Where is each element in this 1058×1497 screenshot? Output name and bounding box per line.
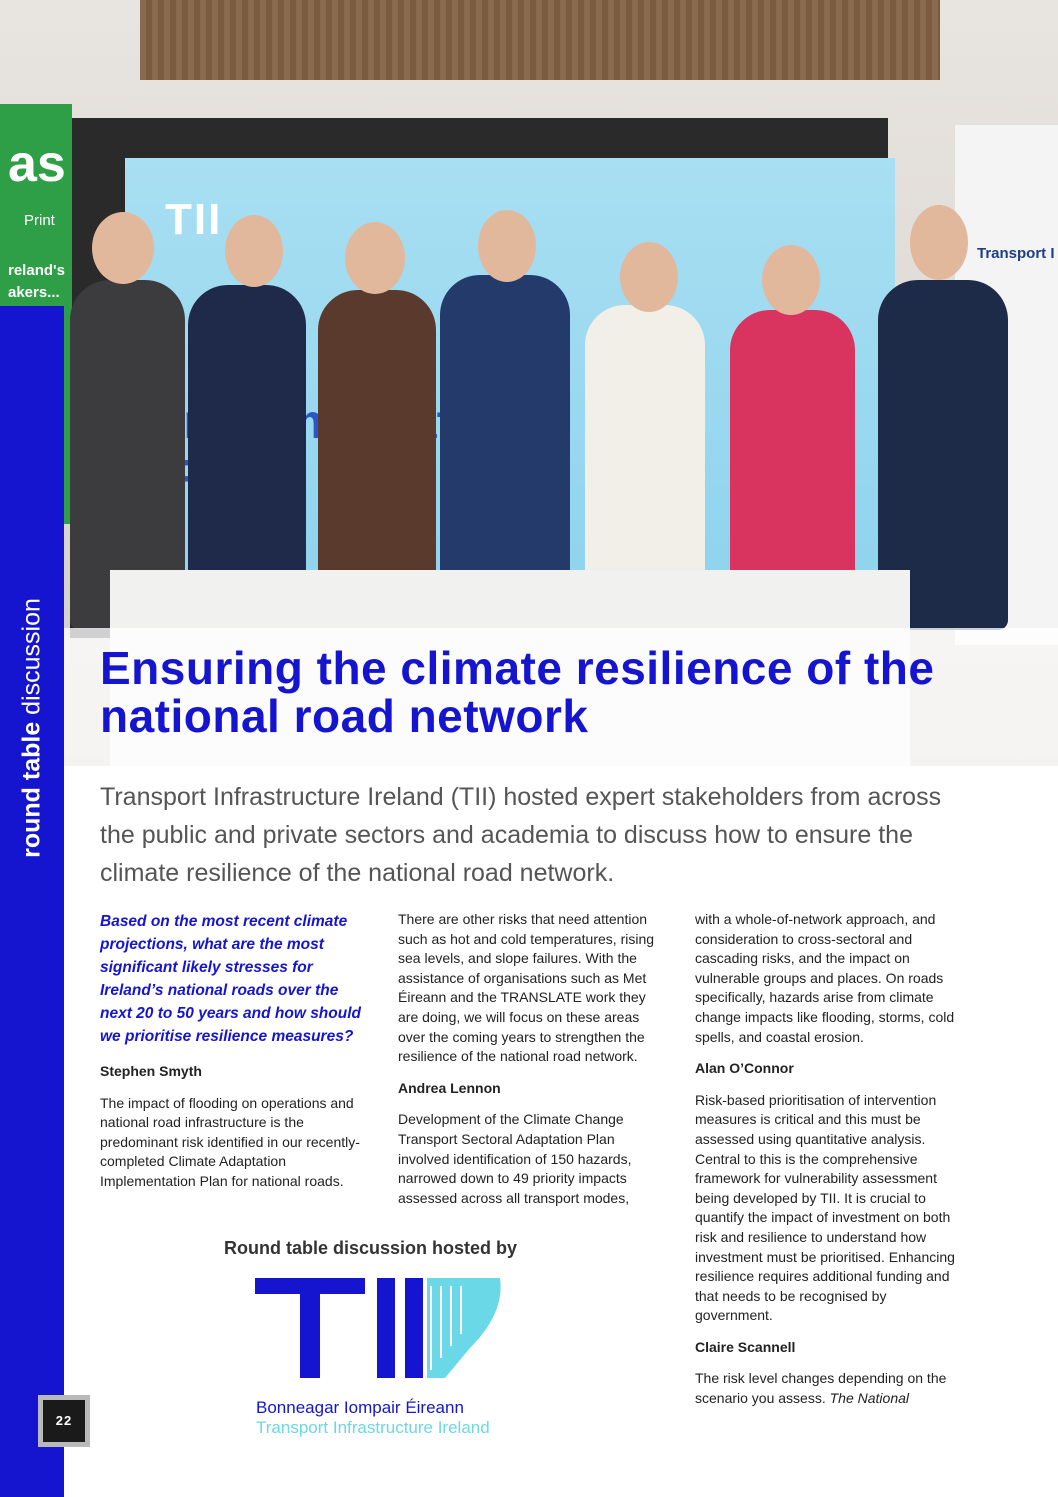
person-head bbox=[92, 212, 154, 284]
body-paragraph bbox=[695, 1369, 957, 1408]
section-sidebar bbox=[0, 306, 64, 1497]
page-number: 22 bbox=[43, 1400, 85, 1442]
body-paragraph: The impact of flooding on operations and national road infrastructure is the predominant risk identified in our recently-completed Climate Adaptation Implementation Plan for national roads. bbox=[100, 1094, 360, 1189]
ceiling-panel bbox=[140, 0, 940, 80]
body-text: The risk level changes depending on the scenario you assess. bbox=[695, 1370, 947, 1407]
person-head bbox=[478, 210, 536, 282]
hosted-by-label: Round table discussion hosted by bbox=[224, 1238, 518, 1258]
harp-icon bbox=[427, 1278, 501, 1378]
body-paragraph: There are other risks that need attention such as hot and cold temperatures, rising sea levels, and slope failures. With the assistance of organisations such as Met Éireann and the TRANSLATE work they are doing, we will focus on these areas over the coming years to strengthen the resilience of the national road network. bbox=[398, 911, 655, 1065]
person-head bbox=[225, 215, 283, 287]
section-label-bold: round table bbox=[17, 721, 46, 858]
column-1 bbox=[100, 910, 370, 1204]
logo-english-name: Transport Infrastructure Ireland bbox=[256, 1418, 490, 1437]
speaker-name: Andrea Lennon bbox=[398, 1079, 501, 1096]
logo-bar bbox=[300, 1278, 320, 1378]
article-title: Ensuring the climate resilience of the national road network bbox=[100, 642, 935, 742]
section-label-rest: discussion bbox=[17, 598, 46, 722]
banner-left-line: as bbox=[8, 135, 66, 193]
banner-right-text: Transport I bbox=[977, 245, 1055, 262]
speaker-name: Claire Scannell bbox=[695, 1338, 796, 1355]
body-paragraph: with a whole-of-network approach, and consideration to cross-sectoral and cascading risks, and the impact on vulnerable groups and places. On roads specifically, hazards arise from climate change impacts like flooding, storms, cold spells, and coastal erosion. bbox=[695, 911, 955, 1045]
screen-logo: TII bbox=[165, 195, 223, 244]
column-2 bbox=[398, 910, 660, 1220]
question: Based on the most recent climate projections, what are the most significant likely stresses for Ireland’s national roads over the next 20 to 50 years and how should we prioritise resilience measures? bbox=[100, 913, 361, 1045]
body-text-italic: The National bbox=[829, 1390, 910, 1407]
speaker-name: Stephen Smyth bbox=[100, 1063, 202, 1079]
logo-bar bbox=[405, 1278, 423, 1378]
column-3 bbox=[695, 910, 957, 1421]
person-head bbox=[620, 242, 678, 312]
intro-paragraph: Transport Infrastructure Ireland (TII) hosted expert stakeholders from across the public and private sectors and academia to discuss how to ensure the climate resilience of the national road network. bbox=[100, 783, 942, 887]
person-head bbox=[345, 222, 405, 294]
section-label bbox=[18, 598, 47, 858]
tii-logo bbox=[255, 1278, 505, 1378]
banner-left-line: Print bbox=[24, 212, 55, 229]
speaker-name: Alan O’Connor bbox=[695, 1060, 794, 1077]
banner-left-line: akers... bbox=[8, 284, 60, 301]
logo-irish-name: Bonneagar Iompair Éireann bbox=[256, 1398, 464, 1417]
person-head bbox=[910, 205, 968, 280]
person-head bbox=[762, 245, 820, 315]
body-paragraph: Development of the Climate Change Transport Sectoral Adaptation Plan involved identification of 150 hazards, narrowed down to 49 priority impacts assessed across all transport modes, bbox=[398, 1111, 632, 1206]
body-paragraph: Risk-based prioritisation of intervention measures is critical and this must be assessed using quantitative analysis. Central to this is the comprehensive framework for vulnerability assessment being developed by TII. It is crucial to quantify the impact of investment on both risk and resilience to understand how investment must be prioritised. Enhancing resilience requires additional funding and that needs to be recognised by government. bbox=[695, 1091, 955, 1324]
banner-left-line: reland's bbox=[8, 262, 65, 279]
logo-bar bbox=[377, 1278, 395, 1378]
